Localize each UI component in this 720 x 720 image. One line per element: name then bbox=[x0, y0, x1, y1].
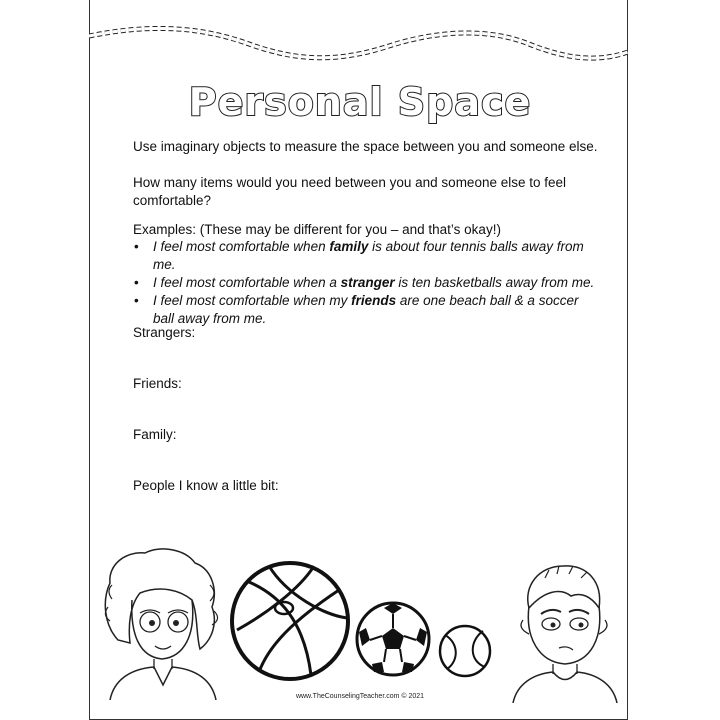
wavy-dotted-border bbox=[89, 14, 628, 84]
prompt-friends: Friends: bbox=[133, 376, 182, 391]
soccer-ball-icon bbox=[354, 600, 432, 678]
girl-drawing bbox=[100, 545, 225, 700]
examples-list bbox=[133, 238, 603, 328]
example-item: • I feel most comfortable when my friends are one beach ball & a soccer ball away from me. bbox=[133, 292, 603, 328]
prompt-family: Family: bbox=[133, 427, 177, 442]
example-item: • I feel most comfortable when family is about four tennis balls away from me. bbox=[133, 238, 603, 274]
prompt-acquaintances: People I know a little bit: bbox=[133, 478, 279, 493]
question-line-2: comfortable? bbox=[133, 193, 212, 208]
page-title: Personal Space bbox=[188, 80, 532, 124]
footer-copyright: www.TheCounselingTeacher.com © 2021 bbox=[295, 693, 425, 700]
prompt-strangers: Strangers: bbox=[133, 325, 196, 340]
question-line-1: How many items would you need between you and someone else to feel bbox=[133, 175, 567, 190]
example-item: • I feel most comfortable when a stranger is ten basketballs away from me. bbox=[133, 274, 603, 292]
intro-text: Use imaginary objects to measure the space between you and someone else. bbox=[133, 139, 598, 154]
boy-drawing bbox=[505, 558, 623, 703]
beach-ball-icon bbox=[229, 560, 351, 682]
tennis-ball-icon bbox=[437, 623, 493, 679]
examples-heading: Examples: (These may be different for you – and that’s okay!) bbox=[133, 222, 501, 237]
